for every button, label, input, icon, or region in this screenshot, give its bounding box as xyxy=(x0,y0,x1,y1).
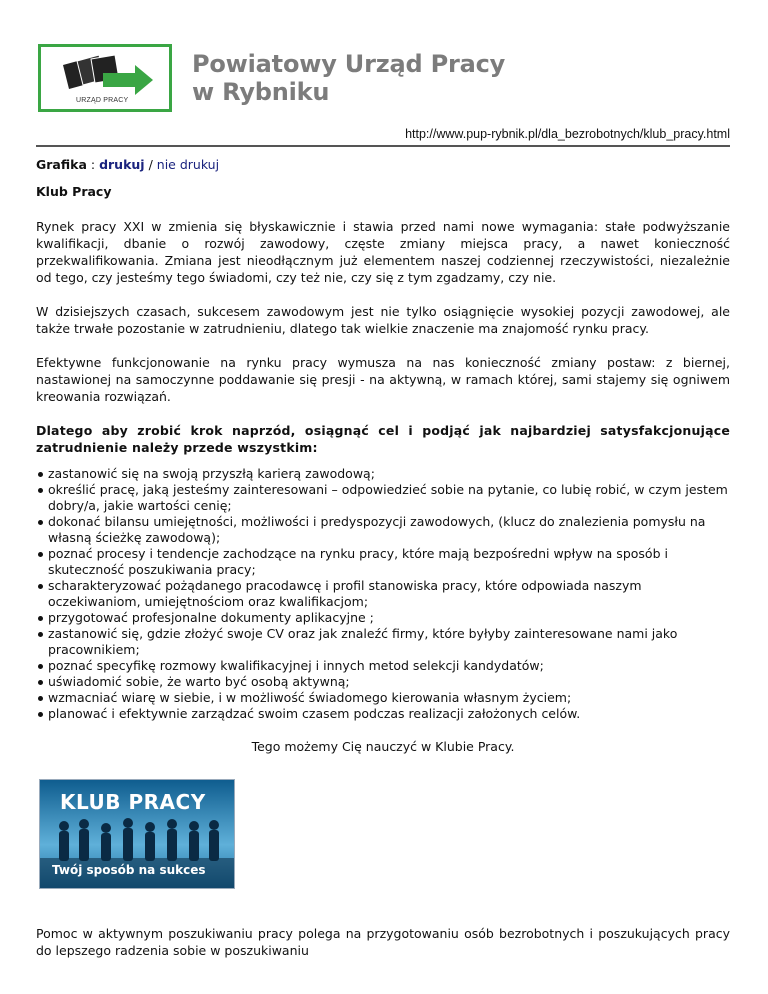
org-name-line2: w Rybniku xyxy=(192,78,330,106)
article-title: Klub Pracy xyxy=(36,184,112,199)
no-print-link[interactable]: nie drukuj xyxy=(156,157,220,172)
paragraph-3: Efektywne funkcjonowanie na rynku pracy wymusza na nas konieczność zmiany postaw: z biernej, nastawionej na samoczynne poddawanie się presji - na aktywną, w ramach której, sami stajemy się ogniwem kreowania rozwiązań. xyxy=(36,355,730,404)
list-item: poznać specyfikę rozmowy kwalifikacyjnej i innych metod selekcji kandydatów; xyxy=(48,658,730,674)
org-name-line1: Powiatowy Urząd Pracy xyxy=(192,50,506,78)
list-item: poznać procesy i tendencje zachodzące na rynku pracy, które mają bezpośredni wpływ na sposób i skuteczność poszukiwania pracy; xyxy=(48,546,730,578)
center-statement: Tego możemy Cię nauczyć w Klubie Pracy. xyxy=(251,739,515,754)
paragraph-1: Rynek pracy XXI w zmienia się błyskawicznie i stawia przed nami nowe wymagania: stałe podwyższanie kwalifikacji, dbanie o rozwój zawodowy, częste zmiany miejsca pracy, a nawet konieczność przekwalifikowania. Zmiana jest nieodłącznym już elementem naszej codziennej rzeczywistości, niezależnie od tego, czy jesteśmy tego świadomi, czy też nie, czy się z tym zgadzamy, czy nie. xyxy=(36,219,730,285)
list-item: scharakteryzować pożądanego pracodawcę i profil stanowiska pracy, które odpowiada naszym oczekiwaniom, umiejętnościom oraz kwalifikacjom; xyxy=(48,578,730,610)
klub-pracy-banner xyxy=(39,779,235,889)
graphics-slash: / xyxy=(148,157,153,172)
banner-subtitle: Twój sposób na sukces xyxy=(52,863,206,877)
page-url: http://www.pup-rybnik.pl/dla_bezrobotnych/klub_pracy.html xyxy=(36,127,730,147)
list-item: planować i efektywnie zarządzać swoim czasem podczas realizacji założonych celów. xyxy=(48,706,730,722)
logo-caption: URZĄD PRACY xyxy=(76,97,129,104)
list-item: zastanowić się na swoją przyszłą karierą zawodową; xyxy=(48,466,730,482)
page-header xyxy=(36,40,736,118)
advice-list xyxy=(36,466,730,722)
list-item: zastanowić się, gdzie złożyć swoje CV oraz jak znaleźć firmy, które byłyby zainteresowane nami jako pracownikiem; xyxy=(48,626,730,658)
list-item: przygotować profesjonalne dokumenty aplikacyjne ; xyxy=(48,610,730,626)
lead-paragraph: Dlatego aby zrobić krok naprzód, osiągnąć cel i podjąć jak najbardziej satysfakcjonujące zatrudnienie należy przede wszystkim: xyxy=(36,423,730,455)
urzad-pracy-logo[interactable] xyxy=(38,44,172,112)
paragraph-2: W dzisiejszych czasach, sukcesem zawodowym jest nie tylko osiągnięcie wysokiej pozycji zawodowej, ale także trwałe pozostanie w zatrudnieniu, dlatego tak wielkie znaczenie ma znajomość rynku pracy. xyxy=(36,304,730,336)
list-item: uświadomić sobie, że warto być osobą aktywną; xyxy=(48,674,730,690)
organization-name xyxy=(192,50,505,106)
graphics-label: Grafika xyxy=(36,157,87,172)
banner-title: KLUB PRACY xyxy=(60,790,206,814)
list-item: wzmacniać wiarę w siebie, i w możliwość świadomego kierowania własnym życiem; xyxy=(48,690,730,706)
list-item: dokonać bilansu umiejętności, możliwości i predyspozycji zawodowych, (klucz do znalezienia pomysłu na własną ścieżkę zawodową); xyxy=(48,514,730,546)
print-link[interactable]: drukuj xyxy=(99,157,145,172)
last-paragraph: Pomoc w aktywnym poszukiwaniu pracy polega na przygotowaniu osób bezrobotnych i poszukujących pracy do lepszego radzenia sobie w poszukiwaniu xyxy=(36,926,730,958)
article-content xyxy=(36,156,730,959)
list-item: określić pracę, jaką jesteśmy zainteresowani – odpowiedzieć sobie na pytanie, co lubię robić, w czym jestem dobry/a, jakie wartości cenię; xyxy=(48,482,730,514)
graphics-toggle xyxy=(36,156,730,173)
graphics-separator: : xyxy=(90,157,96,172)
